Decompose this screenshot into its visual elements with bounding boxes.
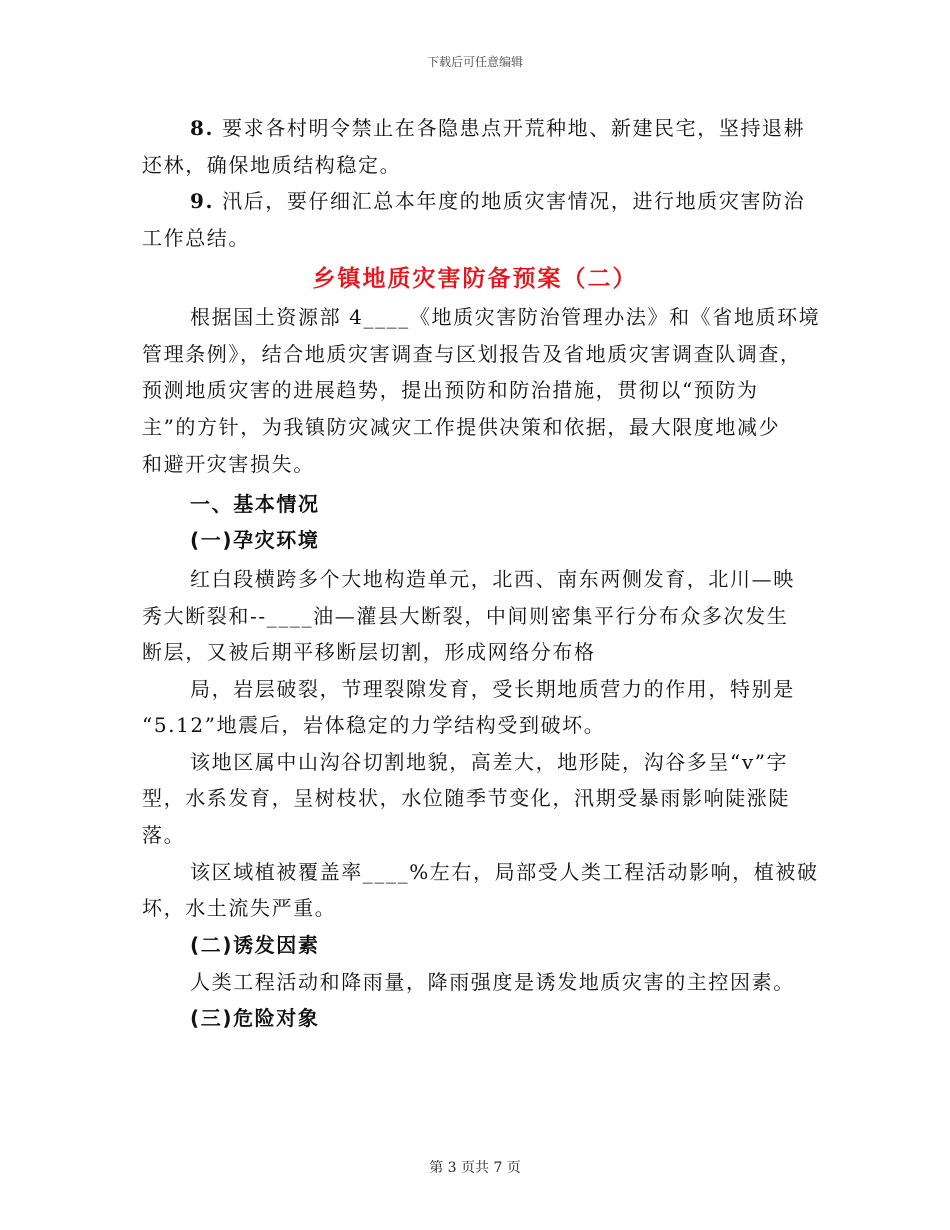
intro-line: 管理条例》，结合地质灾害调查与区划报告及省地质灾害调查队调查， (142, 342, 802, 366)
item-8-line-2: 还林，确保地质结构稳定。 (142, 153, 402, 177)
paragraph-line: 该地区属中山沟谷切割地貌，高差大，地形陡，沟谷多呈“v”字 (190, 750, 789, 774)
intro-line: 主”的方针，为我镇防灾减灾工作提供决策和依据，最大限度地减少 (142, 415, 781, 439)
paragraph-line: 坏，水土流失严重。 (142, 896, 337, 920)
item-9-text: 汛后，要仔细汇总本年度的地质灾害情况，进行地质灾害防治 (222, 189, 806, 213)
page-footer: 第 3 页共 7 页 (429, 1160, 521, 1176)
subsection-heading-environment: (一)孕灾环境 (190, 528, 320, 552)
intro-line: 预测地质灾害的进展趋势，提出预防和防治措施，贯彻以“预防为 (142, 378, 759, 402)
item-9-number: 9. (190, 189, 215, 213)
subsection-heading-triggers: (二)诱发因素 (190, 933, 320, 957)
section-heading-basic-info: 一、基本情况 (190, 492, 320, 516)
item-9-line-2: 工作总结。 (142, 226, 250, 250)
paragraph-line: 型，水系发育，呈树枝状，水位随季节变化，汛期受暴雨影响陡涨陡 (142, 786, 790, 810)
paragraph-line: 该区域植被覆盖率____%左右，局部受人类工程活动影响，植被破 (190, 860, 819, 884)
item-8-text: 要求各村明令禁止在各隐患点开荒种地、新建民宅，坚持退耕 (222, 116, 806, 140)
paragraph-line: 红白段横跨多个大地构造单元，北西、南东两侧发育，北川—映 (190, 567, 795, 591)
paragraph-line: 秀大断裂和--____油—灌县大断裂，中间则密集平行分布众多次发生 (142, 604, 789, 628)
paragraph-line: 人类工程活动和降雨量，降雨强度是诱发地质灾害的主控因素。 (190, 970, 795, 994)
paragraph-line: 落。 (142, 823, 186, 847)
page-header: 下载后可任意编辑 (426, 55, 523, 69)
document-title: 乡镇地质灾害防备预案（二） (312, 265, 638, 292)
paragraph-line: 断层，又被后期平移断层切割，形成网络分布格 (142, 640, 596, 664)
item-9-line-1 (190, 189, 805, 213)
paragraph-line: 局，岩层破裂，节理裂隙发育，受长期地质营力的作用，特别是 (190, 677, 795, 701)
subsection-heading-hazard-targets: (三)危险对象 (190, 1006, 320, 1030)
item-8-number: 8. (190, 116, 215, 140)
intro-line: 根据国土资源部 4____《地质灾害防治管理办法》和《省地质环境 (190, 305, 821, 329)
paragraph-line: “5.12”地震后，岩体稳定的力学结构受到破坏。 (142, 713, 606, 737)
intro-line: 和避开灾害损失。 (142, 452, 315, 476)
item-8-line-1 (190, 116, 805, 140)
